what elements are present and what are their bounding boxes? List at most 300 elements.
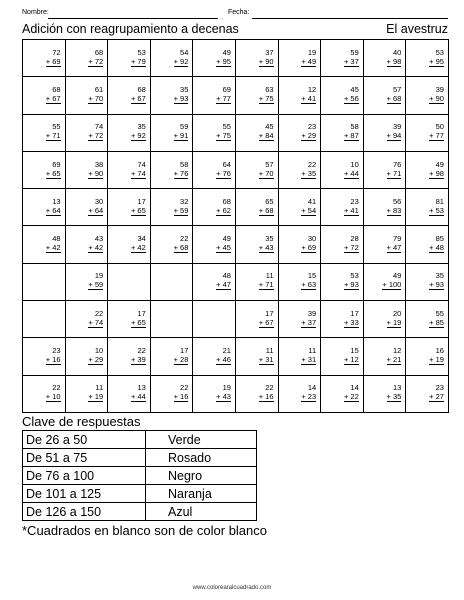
addend-top: 23 bbox=[435, 383, 444, 393]
addend-bottom: + 41 bbox=[343, 205, 359, 215]
addend-bottom: + 43 bbox=[258, 243, 274, 253]
problem-cell[interactable] bbox=[108, 189, 151, 226]
addend-bottom: + 16 bbox=[45, 355, 61, 365]
answer-range: De 51 a 75 bbox=[23, 449, 146, 467]
addend-top: 13 bbox=[393, 383, 402, 393]
problem-cell[interactable] bbox=[65, 189, 108, 226]
addend-bottom: + 72 bbox=[343, 243, 359, 253]
addend-top: 14 bbox=[307, 383, 317, 393]
addend-top: 57 bbox=[265, 159, 274, 169]
addend-bottom: + 19 bbox=[429, 355, 444, 365]
addend-bottom: + 74 bbox=[88, 317, 104, 327]
addend-top: 28 bbox=[350, 234, 359, 244]
problem-cell[interactable] bbox=[150, 114, 193, 151]
addition-problem bbox=[344, 197, 359, 216]
problem-cell[interactable] bbox=[235, 114, 278, 151]
addition-problem bbox=[174, 197, 189, 216]
problem-cell[interactable] bbox=[278, 375, 321, 412]
addend-top: 15 bbox=[350, 346, 359, 356]
addend-top: 32 bbox=[180, 196, 189, 206]
addend-bottom: + 47 bbox=[216, 280, 231, 290]
answer-key-row bbox=[23, 503, 257, 521]
addend-top: 64 bbox=[222, 159, 231, 169]
addition-problem bbox=[429, 271, 444, 290]
problem-cell[interactable] bbox=[406, 301, 449, 338]
problem-cell[interactable] bbox=[406, 77, 449, 114]
addend-bottom: + 90 bbox=[258, 56, 274, 66]
addition-problem bbox=[301, 383, 316, 402]
addend-bottom: + 76 bbox=[173, 168, 189, 178]
problem-cell[interactable] bbox=[23, 40, 66, 77]
addend-top: 22 bbox=[137, 346, 146, 356]
blank-cell[interactable] bbox=[23, 301, 66, 338]
addend-top: 35 bbox=[180, 84, 189, 94]
addend-top: 30 bbox=[307, 234, 317, 244]
problem-cell[interactable] bbox=[193, 263, 236, 300]
problem-cell[interactable] bbox=[193, 189, 236, 226]
addend-bottom: + 16 bbox=[258, 392, 274, 402]
addend-top: 10 bbox=[94, 346, 104, 356]
answer-key-note: *Cuadrados en blanco son de color blanco bbox=[22, 523, 268, 538]
addition-problem bbox=[259, 271, 274, 290]
addition-problem bbox=[387, 122, 402, 141]
addend-bottom: + 93 bbox=[343, 280, 359, 290]
addend-top: 53 bbox=[137, 47, 146, 57]
problem-cell[interactable] bbox=[321, 77, 364, 114]
addend-top: 39 bbox=[435, 84, 444, 94]
blank-cell[interactable] bbox=[23, 263, 66, 300]
problem-cell[interactable] bbox=[321, 40, 364, 77]
addition-problem bbox=[46, 48, 61, 67]
problem-cell[interactable] bbox=[363, 114, 406, 151]
addition-problem bbox=[301, 309, 316, 328]
addend-top: 35 bbox=[435, 271, 444, 281]
problem-cell[interactable] bbox=[65, 301, 108, 338]
problem-cell[interactable] bbox=[278, 226, 321, 263]
addend-bottom: + 68 bbox=[386, 93, 402, 103]
addend-bottom: + 33 bbox=[343, 317, 359, 327]
problem-cell[interactable] bbox=[235, 263, 278, 300]
addend-bottom: + 49 bbox=[301, 56, 317, 66]
problem-cell[interactable] bbox=[321, 114, 364, 151]
addend-top: 22 bbox=[94, 308, 104, 318]
addend-top: 61 bbox=[94, 84, 104, 94]
problem-cell[interactable] bbox=[108, 338, 151, 375]
problem-cell[interactable] bbox=[108, 114, 151, 151]
addend-bottom: + 37 bbox=[343, 56, 359, 66]
addition-problem bbox=[259, 383, 274, 402]
answer-color: Verde bbox=[146, 431, 257, 449]
problem-cell[interactable] bbox=[321, 301, 364, 338]
addition-problem bbox=[174, 122, 189, 141]
problem-cell[interactable] bbox=[278, 189, 321, 226]
addend-bottom: + 95 bbox=[216, 56, 231, 66]
problem-cell[interactable] bbox=[23, 375, 66, 412]
addend-bottom: + 90 bbox=[88, 168, 104, 178]
problem-cell[interactable] bbox=[108, 375, 151, 412]
addend-bottom: + 28 bbox=[173, 355, 189, 365]
problem-cell[interactable] bbox=[23, 226, 66, 263]
addend-top: 38 bbox=[94, 159, 104, 169]
addend-top: 53 bbox=[350, 271, 359, 281]
addend-top: 54 bbox=[180, 47, 189, 57]
addend-bottom: + 44 bbox=[343, 168, 359, 178]
problem-cell[interactable] bbox=[321, 338, 364, 375]
addend-top: 81 bbox=[435, 196, 444, 206]
grid-row bbox=[23, 263, 449, 300]
addend-bottom: + 92 bbox=[173, 56, 189, 66]
problem-cell[interactable] bbox=[363, 263, 406, 300]
addition-problem bbox=[131, 234, 146, 253]
problem-cell[interactable] bbox=[235, 301, 278, 338]
addend-top: 68 bbox=[222, 196, 231, 206]
problem-cell[interactable] bbox=[406, 40, 449, 77]
addition-problem bbox=[429, 122, 444, 141]
problem-cell[interactable] bbox=[278, 77, 321, 114]
addend-top: 68 bbox=[94, 47, 104, 57]
addition-problem bbox=[344, 160, 359, 179]
name-label: Nombre: bbox=[22, 9, 49, 16]
addend-top: 69 bbox=[222, 84, 231, 94]
addend-bottom: + 83 bbox=[386, 205, 402, 215]
addition-problem bbox=[344, 85, 359, 104]
addend-top: 56 bbox=[393, 196, 402, 206]
addend-bottom: + 72 bbox=[88, 56, 104, 66]
addend-top: 49 bbox=[222, 47, 231, 57]
addition-problem bbox=[301, 48, 316, 67]
addend-top: 22 bbox=[180, 234, 189, 244]
addend-top: 22 bbox=[307, 159, 317, 169]
blank-cell[interactable] bbox=[150, 301, 193, 338]
problem-cell[interactable] bbox=[406, 189, 449, 226]
problem-cell[interactable] bbox=[65, 263, 108, 300]
addend-bottom: + 98 bbox=[386, 56, 402, 66]
addend-top: 17 bbox=[350, 308, 359, 318]
addend-bottom: + 98 bbox=[429, 168, 444, 178]
problem-cell[interactable] bbox=[150, 338, 193, 375]
addend-bottom: + 77 bbox=[429, 131, 444, 141]
addition-problem bbox=[259, 309, 274, 328]
problem-cell[interactable] bbox=[278, 301, 321, 338]
problem-cell[interactable] bbox=[23, 151, 66, 188]
addend-bottom: + 70 bbox=[88, 93, 104, 103]
problem-cell[interactable] bbox=[23, 114, 66, 151]
addend-bottom: + 67 bbox=[258, 317, 274, 327]
problem-cell[interactable] bbox=[65, 375, 108, 412]
addend-bottom: + 77 bbox=[216, 93, 231, 103]
addend-bottom: + 54 bbox=[301, 205, 317, 215]
addition-problem bbox=[174, 160, 189, 179]
addend-top: 39 bbox=[307, 308, 317, 318]
addend-top: 11 bbox=[265, 271, 274, 281]
page-subtitle: El avestruz bbox=[386, 22, 448, 36]
addend-top: 74 bbox=[94, 122, 104, 132]
addend-top: 35 bbox=[265, 234, 274, 244]
problem-cell[interactable] bbox=[406, 263, 449, 300]
problem-cell[interactable] bbox=[65, 40, 108, 77]
addend-top: 15 bbox=[307, 271, 317, 281]
problem-cell[interactable] bbox=[406, 151, 449, 188]
addition-problem bbox=[216, 346, 231, 365]
problem-cell[interactable] bbox=[23, 338, 66, 375]
addend-bottom: + 63 bbox=[301, 280, 317, 290]
problem-cell[interactable] bbox=[363, 151, 406, 188]
addend-bottom: + 42 bbox=[130, 243, 146, 253]
blank-cell[interactable] bbox=[108, 263, 151, 300]
addend-bottom: + 45 bbox=[216, 243, 231, 253]
addition-problem bbox=[131, 383, 146, 402]
addend-bottom: + 39 bbox=[130, 355, 146, 365]
addend-bottom: + 70 bbox=[258, 168, 274, 178]
addend-top: 49 bbox=[393, 271, 402, 281]
problem-cell[interactable] bbox=[23, 77, 66, 114]
addend-top: 74 bbox=[137, 159, 146, 169]
problem-cell[interactable] bbox=[193, 77, 236, 114]
addend-top: 79 bbox=[393, 234, 402, 244]
addition-problem bbox=[88, 85, 103, 104]
addition-problem bbox=[259, 346, 274, 365]
addend-top: 69 bbox=[52, 159, 61, 169]
addition-problem bbox=[344, 122, 359, 141]
problem-cell[interactable] bbox=[321, 189, 364, 226]
problem-cell[interactable] bbox=[150, 375, 193, 412]
problem-cell[interactable] bbox=[108, 151, 151, 188]
addend-bottom: + 87 bbox=[343, 131, 359, 141]
addition-problem bbox=[88, 271, 103, 290]
addend-top: 17 bbox=[137, 308, 146, 318]
addend-bottom: + 92 bbox=[130, 131, 146, 141]
addition-problem bbox=[387, 383, 402, 402]
addend-top: 34 bbox=[137, 234, 146, 244]
addition-problem bbox=[429, 197, 444, 216]
addend-bottom: + 71 bbox=[258, 280, 274, 290]
addition-problem bbox=[46, 234, 61, 253]
problem-cell[interactable] bbox=[321, 226, 364, 263]
addend-top: 39 bbox=[393, 122, 402, 132]
problem-cell[interactable] bbox=[363, 77, 406, 114]
addend-bottom: + 42 bbox=[88, 243, 104, 253]
problem-cell[interactable] bbox=[363, 375, 406, 412]
addition-problem bbox=[174, 346, 189, 365]
addition-problem bbox=[88, 234, 103, 253]
addition-problem bbox=[174, 85, 189, 104]
problem-cell[interactable] bbox=[321, 375, 364, 412]
addend-bottom: + 56 bbox=[343, 93, 359, 103]
answer-color: Rosado bbox=[146, 449, 257, 467]
addend-top: 45 bbox=[350, 84, 359, 94]
addition-problem bbox=[88, 383, 103, 402]
addition-problem bbox=[259, 122, 274, 141]
problem-cell[interactable] bbox=[235, 226, 278, 263]
addition-problem bbox=[301, 197, 316, 216]
grid-row bbox=[23, 77, 449, 114]
problem-cell[interactable] bbox=[193, 151, 236, 188]
problem-cell[interactable] bbox=[150, 77, 193, 114]
problem-cell[interactable] bbox=[278, 40, 321, 77]
name-line bbox=[48, 18, 218, 19]
problem-cell[interactable] bbox=[235, 189, 278, 226]
grid-row bbox=[23, 114, 449, 151]
problem-cell[interactable] bbox=[193, 226, 236, 263]
problem-grid bbox=[22, 39, 449, 413]
answer-key-row bbox=[23, 431, 257, 449]
addition-problem bbox=[88, 122, 103, 141]
addend-bottom: + 62 bbox=[216, 205, 231, 215]
problem-cell[interactable] bbox=[363, 189, 406, 226]
answer-range: De 26 a 50 bbox=[23, 431, 146, 449]
problem-cell[interactable] bbox=[235, 77, 278, 114]
addend-top: 48 bbox=[52, 234, 61, 244]
problem-cell[interactable] bbox=[278, 114, 321, 151]
problem-cell[interactable] bbox=[363, 226, 406, 263]
problem-cell[interactable] bbox=[363, 338, 406, 375]
blank-cell[interactable] bbox=[150, 263, 193, 300]
addition-problem bbox=[301, 234, 316, 253]
problem-cell[interactable] bbox=[65, 338, 108, 375]
addend-top: 10 bbox=[350, 159, 359, 169]
problem-cell[interactable] bbox=[150, 226, 193, 263]
addend-bottom: + 29 bbox=[88, 355, 104, 365]
addition-problem bbox=[174, 48, 189, 67]
addend-top: 72 bbox=[52, 47, 61, 57]
addend-bottom: + 67 bbox=[45, 93, 61, 103]
addend-bottom: + 21 bbox=[386, 355, 402, 365]
addition-problem bbox=[429, 160, 444, 179]
problem-cell[interactable] bbox=[65, 151, 108, 188]
addend-top: 21 bbox=[222, 346, 231, 356]
addend-top: 30 bbox=[94, 196, 104, 206]
problem-cell[interactable] bbox=[406, 226, 449, 263]
answer-key-row bbox=[23, 467, 257, 485]
addend-top: 12 bbox=[393, 346, 402, 356]
addend-bottom: + 75 bbox=[216, 131, 231, 141]
addition-problem bbox=[216, 160, 231, 179]
addition-problem bbox=[344, 346, 359, 365]
addend-bottom: + 31 bbox=[301, 355, 317, 365]
addend-top: 23 bbox=[307, 122, 317, 132]
addend-top: 45 bbox=[265, 122, 274, 132]
addend-bottom: + 72 bbox=[88, 131, 104, 141]
addend-top: 50 bbox=[435, 122, 444, 132]
addend-bottom: + 10 bbox=[45, 392, 61, 402]
problem-cell[interactable] bbox=[235, 40, 278, 77]
problem-cell[interactable] bbox=[150, 151, 193, 188]
addition-problem bbox=[301, 271, 316, 290]
problem-cell[interactable] bbox=[278, 338, 321, 375]
addend-top: 19 bbox=[307, 47, 317, 57]
addition-problem bbox=[387, 309, 402, 328]
problem-cell[interactable] bbox=[235, 151, 278, 188]
problem-cell[interactable] bbox=[406, 375, 449, 412]
addend-bottom: + 100 bbox=[382, 280, 402, 290]
addend-bottom: + 59 bbox=[173, 205, 189, 215]
problem-cell[interactable] bbox=[278, 263, 321, 300]
grid-row bbox=[23, 40, 449, 77]
addend-bottom: + 22 bbox=[343, 392, 359, 402]
addition-problem bbox=[216, 48, 231, 67]
addition-problem bbox=[131, 122, 146, 141]
addition-problem bbox=[259, 197, 274, 216]
addend-bottom: + 27 bbox=[429, 392, 444, 402]
problem-cell[interactable] bbox=[321, 151, 364, 188]
addend-bottom: + 91 bbox=[173, 131, 189, 141]
problem-cell[interactable] bbox=[235, 375, 278, 412]
problem-cell[interactable] bbox=[108, 40, 151, 77]
addition-problem bbox=[174, 234, 189, 253]
problem-cell[interactable] bbox=[193, 375, 236, 412]
problem-cell[interactable] bbox=[65, 226, 108, 263]
addend-bottom: + 94 bbox=[386, 131, 402, 141]
addend-top: 23 bbox=[350, 196, 359, 206]
answer-color: Azul bbox=[146, 503, 257, 521]
addend-bottom: + 79 bbox=[130, 56, 146, 66]
problem-cell[interactable] bbox=[193, 40, 236, 77]
addend-bottom: + 48 bbox=[429, 243, 444, 253]
problem-cell[interactable] bbox=[321, 263, 364, 300]
addition-problem bbox=[387, 160, 402, 179]
addend-bottom: + 64 bbox=[45, 205, 61, 215]
problem-cell[interactable] bbox=[150, 40, 193, 77]
addend-top: 13 bbox=[52, 196, 61, 206]
addend-top: 11 bbox=[308, 346, 317, 356]
addend-top: 58 bbox=[350, 122, 359, 132]
addition-problem bbox=[46, 122, 61, 141]
addend-bottom: + 35 bbox=[301, 168, 317, 178]
grid-row bbox=[23, 189, 449, 226]
addend-top: 85 bbox=[435, 234, 444, 244]
addition-problem bbox=[429, 383, 444, 402]
problem-cell[interactable] bbox=[65, 114, 108, 151]
problem-cell[interactable] bbox=[363, 301, 406, 338]
problem-cell[interactable] bbox=[235, 338, 278, 375]
addend-bottom: + 16 bbox=[173, 392, 189, 402]
addend-bottom: + 69 bbox=[45, 56, 61, 66]
problem-cell[interactable] bbox=[193, 338, 236, 375]
problem-cell[interactable] bbox=[65, 77, 108, 114]
addition-problem bbox=[259, 160, 274, 179]
blank-cell[interactable] bbox=[193, 301, 236, 338]
addition-problem bbox=[216, 234, 231, 253]
addend-bottom: + 37 bbox=[301, 317, 317, 327]
addition-problem bbox=[301, 85, 316, 104]
problem-cell[interactable] bbox=[150, 189, 193, 226]
problem-cell[interactable] bbox=[108, 77, 151, 114]
addition-problem bbox=[429, 234, 444, 253]
addend-bottom: + 29 bbox=[301, 131, 317, 141]
grid-row bbox=[23, 338, 449, 375]
problem-cell[interactable] bbox=[23, 189, 66, 226]
problem-cell[interactable] bbox=[406, 338, 449, 375]
addend-top: 20 bbox=[393, 308, 402, 318]
problem-cell[interactable] bbox=[406, 114, 449, 151]
problem-cell[interactable] bbox=[363, 40, 406, 77]
addition-problem bbox=[301, 160, 316, 179]
addend-top: 76 bbox=[393, 159, 402, 169]
addend-top: 48 bbox=[222, 271, 231, 281]
problem-cell[interactable] bbox=[193, 114, 236, 151]
problem-cell[interactable] bbox=[278, 151, 321, 188]
addend-bottom: + 93 bbox=[429, 280, 444, 290]
answer-key-table bbox=[22, 430, 257, 521]
addition-problem bbox=[131, 346, 146, 365]
problem-cell[interactable] bbox=[108, 226, 151, 263]
addition-problem bbox=[387, 85, 402, 104]
addend-top: 17 bbox=[265, 308, 274, 318]
addend-top: 55 bbox=[222, 122, 231, 132]
addend-bottom: + 65 bbox=[130, 317, 146, 327]
addend-bottom: + 19 bbox=[386, 317, 402, 327]
problem-cell[interactable] bbox=[108, 301, 151, 338]
